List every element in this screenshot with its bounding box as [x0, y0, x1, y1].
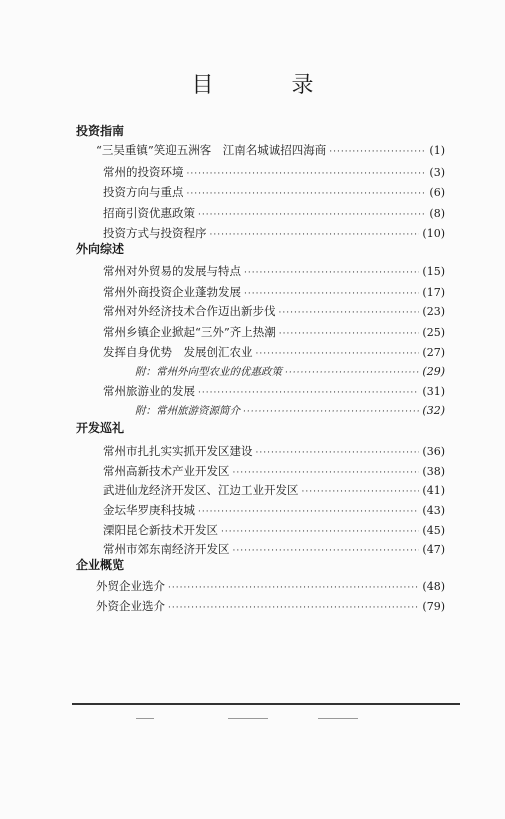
footer-mark	[228, 718, 268, 719]
dot-leader	[221, 527, 419, 537]
toc-entry-page: (10)	[422, 227, 445, 240]
toc-entry[interactable]	[103, 284, 445, 300]
toc-entry-label: 发挥自身优势 发展创汇农业	[103, 345, 253, 359]
toc-entry-label: “三吴重镇”笑迎五洲客 江南名城诚招四海商	[96, 143, 327, 157]
toc-entry-page: (27)	[422, 346, 445, 359]
toc-entry-page: (23)	[422, 305, 445, 318]
dot-leader	[243, 407, 419, 417]
toc-entry[interactable]	[103, 463, 445, 479]
dot-leader	[187, 189, 427, 199]
dot-leader	[233, 468, 420, 478]
toc-entry-label: 附：常州外向型农业的优惠政策	[135, 366, 282, 378]
section-heading-enterprise-overview: 企业概览	[76, 558, 125, 572]
toc-entry[interactable]	[103, 184, 445, 200]
dot-leader	[198, 507, 419, 517]
toc-entry-page: (48)	[422, 580, 445, 593]
toc-entry-label: 武进仙龙经济开发区、江边工业开发区	[103, 483, 299, 497]
toc-entry[interactable]	[103, 344, 445, 360]
toc-entry-label: 常州高新技术产业开发区	[103, 464, 230, 478]
toc-entry-label: 招商引资优惠政策	[103, 206, 195, 220]
toc-entry-label: 常州乡镇企业掀起“三外”齐上热潮	[103, 325, 276, 339]
toc-entry[interactable]	[103, 164, 445, 180]
footer-mark	[318, 718, 358, 719]
toc-entry-page: (36)	[422, 445, 445, 458]
toc-entry-page: (32)	[422, 404, 445, 417]
dot-leader	[256, 349, 420, 359]
section-heading-development-zones: 开发巡礼	[76, 421, 125, 435]
dot-leader	[168, 603, 419, 613]
toc-entry-label: 金坛华罗庚科技城	[103, 503, 195, 517]
toc-entry[interactable]	[103, 225, 445, 241]
dot-leader	[244, 289, 419, 299]
toc-entry-label: 外贸企业选介	[96, 579, 165, 593]
toc-entry[interactable]	[103, 522, 445, 538]
dot-leader	[244, 268, 419, 278]
toc-entry-page: (3)	[429, 166, 445, 179]
toc-sub-entry[interactable]	[135, 364, 445, 379]
toc-entry[interactable]	[96, 142, 445, 158]
toc-entry-page: (6)	[429, 186, 445, 199]
toc-entry-label: 常州市郊东南经济开发区	[103, 542, 230, 556]
toc-entry-label: 投资方式与投资程序	[103, 226, 207, 240]
toc-entry-page: (38)	[422, 465, 445, 478]
toc-entry[interactable]	[103, 324, 445, 340]
toc-entry-page: (17)	[422, 286, 445, 299]
toc-entry[interactable]	[103, 541, 445, 557]
toc-entry[interactable]	[96, 578, 445, 594]
page-title: 目 录	[191, 73, 342, 98]
footer-mark	[136, 718, 154, 719]
section-heading-outward-overview: 外向综述	[76, 242, 125, 256]
dot-leader	[279, 329, 420, 339]
toc-entry[interactable]	[103, 263, 445, 279]
toc-entry-page: (45)	[422, 524, 445, 537]
toc-entry[interactable]	[103, 443, 445, 459]
toc-entry-page: (79)	[422, 600, 445, 613]
dot-leader	[210, 230, 420, 240]
toc-entry-page: (47)	[422, 543, 445, 556]
toc-entry-page: (8)	[429, 207, 445, 220]
dot-leader	[168, 583, 419, 593]
toc-entry-label: 常州对外贸易的发展与特点	[103, 264, 241, 278]
dot-leader	[279, 308, 420, 318]
toc-entry[interactable]	[96, 598, 445, 614]
dot-leader	[285, 368, 419, 378]
toc-entry[interactable]	[103, 502, 445, 518]
toc-entry[interactable]	[103, 205, 445, 221]
toc-entry[interactable]	[103, 383, 445, 399]
toc-entry-page: (25)	[422, 326, 445, 339]
dot-leader	[233, 546, 420, 556]
footer-rule	[72, 703, 460, 705]
toc-entry[interactable]	[103, 303, 445, 319]
dot-leader	[198, 388, 419, 398]
toc-entry-label: 投资方向与重点	[103, 185, 184, 199]
toc-entry-page: (29)	[422, 365, 445, 378]
toc-entry[interactable]	[103, 482, 445, 498]
toc-entry-label: 外资企业选介	[96, 599, 165, 613]
section-heading-investment-guide: 投资指南	[76, 124, 125, 138]
toc-entry-label: 附：常州旅游资源简介	[135, 405, 240, 417]
toc-entry-page: (31)	[422, 385, 445, 398]
toc-entry-label: 常州对外经济技术合作迈出新步伐	[103, 304, 276, 318]
toc-sub-entry[interactable]	[135, 403, 445, 418]
toc-entry-label: 常州旅游业的发展	[103, 384, 195, 398]
dot-leader	[187, 169, 427, 179]
toc-entry-label: 常州的投资环境	[103, 165, 184, 179]
toc-entry-label: 溧阳昆仑新技术开发区	[103, 523, 218, 537]
toc-entry-page: (41)	[422, 484, 445, 497]
dot-leader	[198, 210, 426, 220]
toc-entry-page: (1)	[429, 144, 445, 157]
toc-entry-label: 常州市扎扎实实抓开发区建设	[103, 444, 253, 458]
dot-leader	[329, 147, 426, 157]
toc-entry-label: 常州外商投资企业蓬勃发展	[103, 285, 241, 299]
dot-leader	[256, 448, 420, 458]
toc-entry-page: (43)	[422, 504, 445, 517]
dot-leader	[302, 487, 420, 497]
toc-entry-page: (15)	[422, 265, 445, 278]
